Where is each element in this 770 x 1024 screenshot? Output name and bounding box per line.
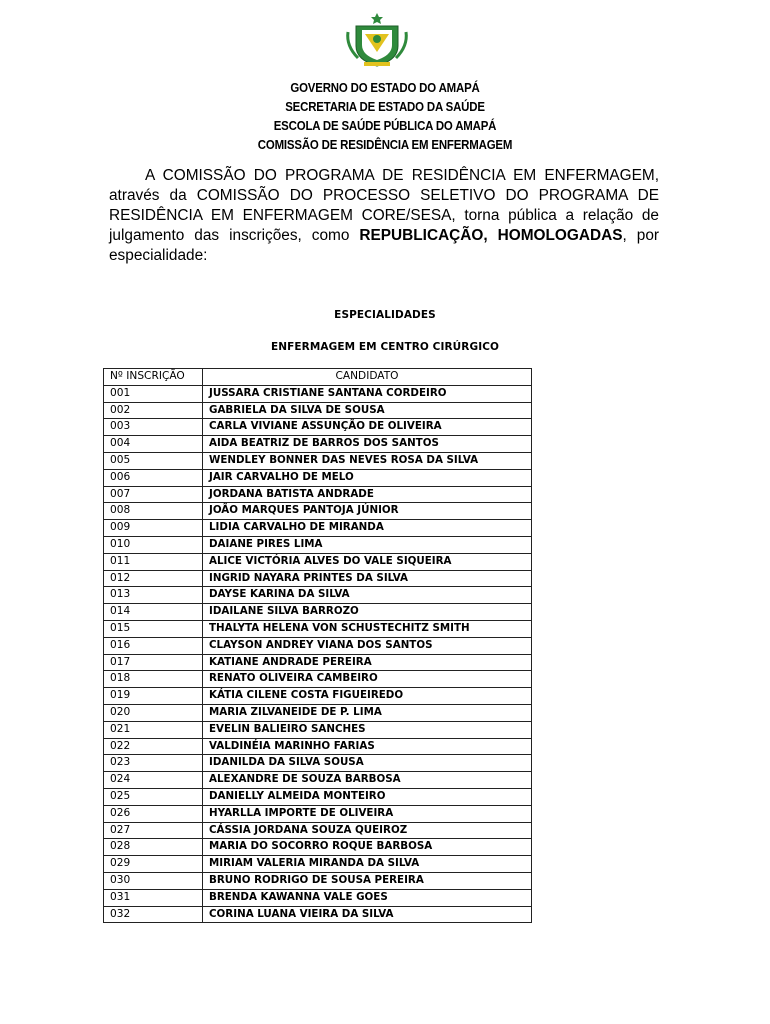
table-row (104, 788, 532, 805)
table-row (104, 805, 532, 822)
registration-number: 031 (104, 889, 203, 906)
header-line-commission: COMISSÃO DE RESIDÊNCIA EM ENFERMAGEM (257, 137, 513, 152)
intro-text: A COMISSÃO DO PROGRAMA DE RESIDÊNCIA EM ENFERMAGEM, através da COMISSÃO DO PROCESSO SELETIVO DO PROGRAMA DE RESIDÊNCIA EM ENFERMAGEM CORE/SESA, torna pública a relação de julgamento das inscrições, como (109, 167, 659, 244)
registration-number: 023 (104, 755, 203, 772)
header-line-school: ESCOLA DE SAÚDE PÚBLICA DO AMAPÁ (273, 118, 497, 133)
candidate-name: BRENDA KAWANNA VALE GOES (203, 889, 532, 906)
candidate-name: HYARLLA IMPORTE DE OLIVEIRA (203, 805, 532, 822)
intro-paragraph (109, 166, 659, 266)
table-row (104, 704, 532, 721)
candidate-name: KATIANE ANDRADE PEREIRA (203, 654, 532, 671)
table-row (104, 654, 532, 671)
table-row (104, 721, 532, 738)
table-row (104, 906, 532, 923)
candidate-name: EVELIN BALIEIRO SANCHES (203, 721, 532, 738)
header-line-secretariat: SECRETARIA DE ESTADO DA SAÚDE (285, 99, 485, 114)
candidate-name: MARIA ZILVANEIDE DE P. LIMA (203, 704, 532, 721)
registration-number: 011 (104, 553, 203, 570)
registration-number: 026 (104, 805, 203, 822)
candidate-name: JAIR CARVALHO DE MELO (203, 469, 532, 486)
registration-number: 001 (104, 385, 203, 402)
registration-number: 015 (104, 620, 203, 637)
candidate-name: DAYSE KARINA DA SILVA (203, 587, 532, 604)
state-coat-of-arms-icon (344, 12, 410, 68)
registration-number: 022 (104, 738, 203, 755)
candidate-name: DAIANE PIRES LIMA (203, 536, 532, 553)
registration-number: 019 (104, 688, 203, 705)
registration-number: 025 (104, 788, 203, 805)
candidate-name: MIRIAM VALERIA MIRANDA DA SILVA (203, 856, 532, 873)
specialties-title: ESPECIALIDADES (334, 309, 436, 321)
table-row (104, 419, 532, 436)
registration-number: 005 (104, 452, 203, 469)
registration-number: 017 (104, 654, 203, 671)
table-row (104, 671, 532, 688)
registration-number: 016 (104, 637, 203, 654)
table-header-row (104, 369, 532, 386)
intro-text-end: , por especialidade: (109, 227, 660, 264)
table-row (104, 486, 532, 503)
registration-number: 008 (104, 503, 203, 520)
registration-number: 012 (104, 570, 203, 587)
candidate-name: JUSSARA CRISTIANE SANTANA CORDEIRO (203, 385, 532, 402)
registration-number: 010 (104, 536, 203, 553)
table-row (104, 553, 532, 570)
candidate-name: CORINA LUANA VIEIRA DA SILVA (203, 906, 532, 923)
candidate-name: VALDINÉIA MARINHO FARIAS (203, 738, 532, 755)
table-row (104, 620, 532, 637)
registration-number: 024 (104, 772, 203, 789)
candidates-table (103, 368, 532, 923)
registration-number: 004 (104, 436, 203, 453)
registration-number: 002 (104, 402, 203, 419)
candidate-name: CLAYSON ANDREY VIANA DOS SANTOS (203, 637, 532, 654)
registration-number: 028 (104, 839, 203, 856)
candidate-name: JORDANA BATISTA ANDRADE (203, 486, 532, 503)
table-row (104, 402, 532, 419)
table-row (104, 604, 532, 621)
candidate-name: GABRIELA DA SILVA DE SOUSA (203, 402, 532, 419)
candidate-name: ALEXANDRE DE SOUZA BARBOSA (203, 772, 532, 789)
table-row (104, 436, 532, 453)
table-row (104, 570, 532, 587)
candidate-name: MARIA DO SOCORRO ROQUE BARBOSA (203, 839, 532, 856)
candidate-name: DANIELLY ALMEIDA MONTEIRO (203, 788, 532, 805)
candidate-name: IDANILDA DA SILVA SOUSA (203, 755, 532, 772)
table-row (104, 503, 532, 520)
candidate-name: CÁSSIA JORDANA SOUZA QUEIROZ (203, 822, 532, 839)
table-row (104, 469, 532, 486)
table-row (104, 772, 532, 789)
table-row (104, 385, 532, 402)
header-line-government: GOVERNO DO ESTADO DO AMAPÁ (290, 80, 480, 95)
registration-number: 020 (104, 704, 203, 721)
column-header-registration: Nº INSCRIÇÃO (104, 369, 203, 386)
specialty-name: ENFERMAGEM EM CENTRO CIRÚRGICO (270, 341, 500, 353)
table-row (104, 738, 532, 755)
registration-number: 013 (104, 587, 203, 604)
intro-bold-text: REPUBLICAÇÃO, HOMOLOGADAS (359, 227, 623, 244)
table-row (104, 839, 532, 856)
registration-number: 021 (104, 721, 203, 738)
registration-number: 027 (104, 822, 203, 839)
registration-number: 007 (104, 486, 203, 503)
candidate-name: INGRID NAYARA PRINTES DA SILVA (203, 570, 532, 587)
table-row (104, 587, 532, 604)
table-row (104, 889, 532, 906)
table-body (104, 385, 532, 923)
candidate-name: RENATO OLIVEIRA CAMBEIRO (203, 671, 532, 688)
registration-number: 030 (104, 872, 203, 889)
candidate-name: CARLA VIVIANE ASSUNÇÃO DE OLIVEIRA (203, 419, 532, 436)
registration-number: 009 (104, 520, 203, 537)
candidate-name: ALICE VICTÓRIA ALVES DO VALE SIQUEIRA (203, 553, 532, 570)
document-header (0, 78, 770, 154)
candidate-name: BRUNO RODRIGO DE SOUSA PEREIRA (203, 872, 532, 889)
registration-number: 006 (104, 469, 203, 486)
column-header-candidate: CANDIDATO (203, 369, 532, 386)
table-row (104, 872, 532, 889)
candidate-name: LIDIA CARVALHO DE MIRANDA (203, 520, 532, 537)
candidate-name: AIDA BEATRIZ DE BARROS DOS SANTOS (203, 436, 532, 453)
candidate-name: WENDLEY BONNER DAS NEVES ROSA DA SILVA (203, 452, 532, 469)
table-row (104, 520, 532, 537)
table-row (104, 755, 532, 772)
registration-number: 003 (104, 419, 203, 436)
candidate-name: JOÃO MARQUES PANTOJA JÚNIOR (203, 503, 532, 520)
table-row (104, 856, 532, 873)
candidate-name: IDAILANE SILVA BARROZO (203, 604, 532, 621)
registration-number: 018 (104, 671, 203, 688)
table-row (104, 452, 532, 469)
table-row (104, 536, 532, 553)
registration-number: 029 (104, 856, 203, 873)
table-row (104, 688, 532, 705)
registration-number: 014 (104, 604, 203, 621)
table-row (104, 637, 532, 654)
registration-number: 032 (104, 906, 203, 923)
candidate-name: THALYTA HELENA VON SCHUSTECHITZ SMITH (203, 620, 532, 637)
candidate-name: KÁTIA CILENE COSTA FIGUEIREDO (203, 688, 532, 705)
table-row (104, 822, 532, 839)
